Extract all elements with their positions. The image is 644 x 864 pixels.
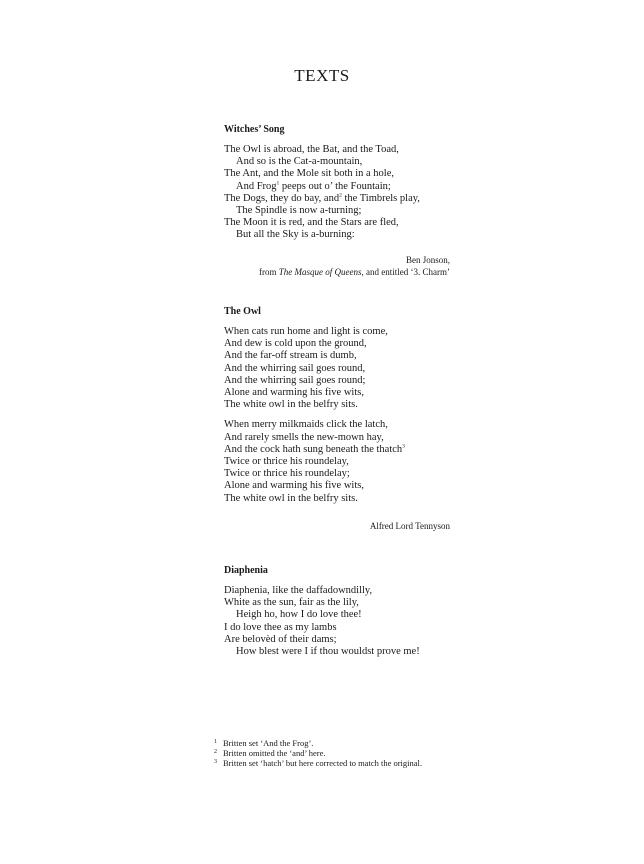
attribution-tennyson [224,521,450,533]
footnote [214,738,514,748]
poem-line: The Moon it is red, and the Stars are fled, [224,217,399,229]
poem-line: Twice or thrice his roundelay; [224,468,350,480]
poem-title: The Owl [224,306,261,317]
poem-line: I do love thee as my lambs [224,621,337,633]
poem-line: And the whirring sail goes round, [224,362,366,374]
poem-line: Twice or thrice his roundelay, [224,456,349,468]
poem-line: When merry milkmaids click the latch, [224,419,388,431]
attribution-author: Alfred Lord Tennyson [369,521,450,531]
poem-line: Heigh ho, how I do love thee! [236,609,362,621]
poem-line: The Dogs, they do bay, and$^2$ the Timbrels play, [224,192,420,204]
poem-title: Diaphenia [224,565,268,576]
footnote-text: Britten omitted the ‘and’ here. [223,748,326,758]
poem-line: And the whirring sail goes round; [224,374,366,386]
poem-line: Alone and warming his five wits, [224,387,364,399]
poem-line: And rarely smells the new-mown hay, [224,431,384,443]
poem-title: Witches’ Song [224,124,285,135]
poem-line: How blest were I if thou wouldst prove me! [236,646,420,658]
poem-the-owl [224,305,454,513]
poem-line: Diaphenia, like the daffadowndilly, [224,585,373,596]
footnote-text: Britten set ‘hatch’ but here corrected to match the original. [223,758,423,768]
poem-witches-song [224,123,454,250]
poem-line: Are belovèd of their dams; [224,633,337,645]
poem-diaphenia [224,564,454,666]
stanza [224,419,454,504]
poem-line: The white owl in the belfry sits. [224,492,358,504]
poem-line: The Owl is abroad, the Bat, and the Toad, [224,144,399,155]
footnote-marker: 1 [276,180,280,187]
stanza [224,585,454,658]
poem-line: White as the sun, fair as the lily, [224,597,359,609]
masque-title: The Masque of Queens [278,266,362,277]
attribution-author: Ben Jonson, [405,255,450,265]
footnote-number: 3 [214,759,217,765]
stanza [224,144,454,242]
footnote-number: 1 [214,739,217,745]
poem-line: But all the Sky is a-burning: [236,229,355,241]
footnote-marker: 3 [402,443,405,450]
poem-line: And Frog$^1$ peeps out o’ the Fountain; [236,180,391,192]
poem-line: The Ant, and the Mole sit both in a hole, [224,168,395,180]
footnotes [214,738,514,768]
poem-line: And dew is cold upon the ground, [224,338,367,350]
stanza [224,326,454,411]
attribution-ben-jonson [224,255,450,278]
footnote-text: Britten set ‘And the Frog’. [223,738,314,748]
poem-line: When cats run home and light is come, [224,326,388,337]
poem-line: Alone and warming his five wits, [224,480,364,492]
poem-line: And the cock hath sung beneath the thatch$^3$ [224,443,405,455]
poem-line: The white owl in the belfry sits. [224,399,358,411]
poem-line: And the far-off stream is dumb, [224,350,357,362]
footnote-number: 2 [214,749,217,755]
page-title: TEXTS [294,66,350,85]
poem-line: The Spindle is now a-turning; [236,205,362,217]
attribution-source: from The Masque of Queens, and entitled ‘3. Charm’ [259,266,450,277]
footnote [214,758,514,768]
footnote-marker: 2 [339,192,342,199]
footnote [214,748,514,758]
poem-line: And so is the Cat-a-mountain, [236,156,363,168]
